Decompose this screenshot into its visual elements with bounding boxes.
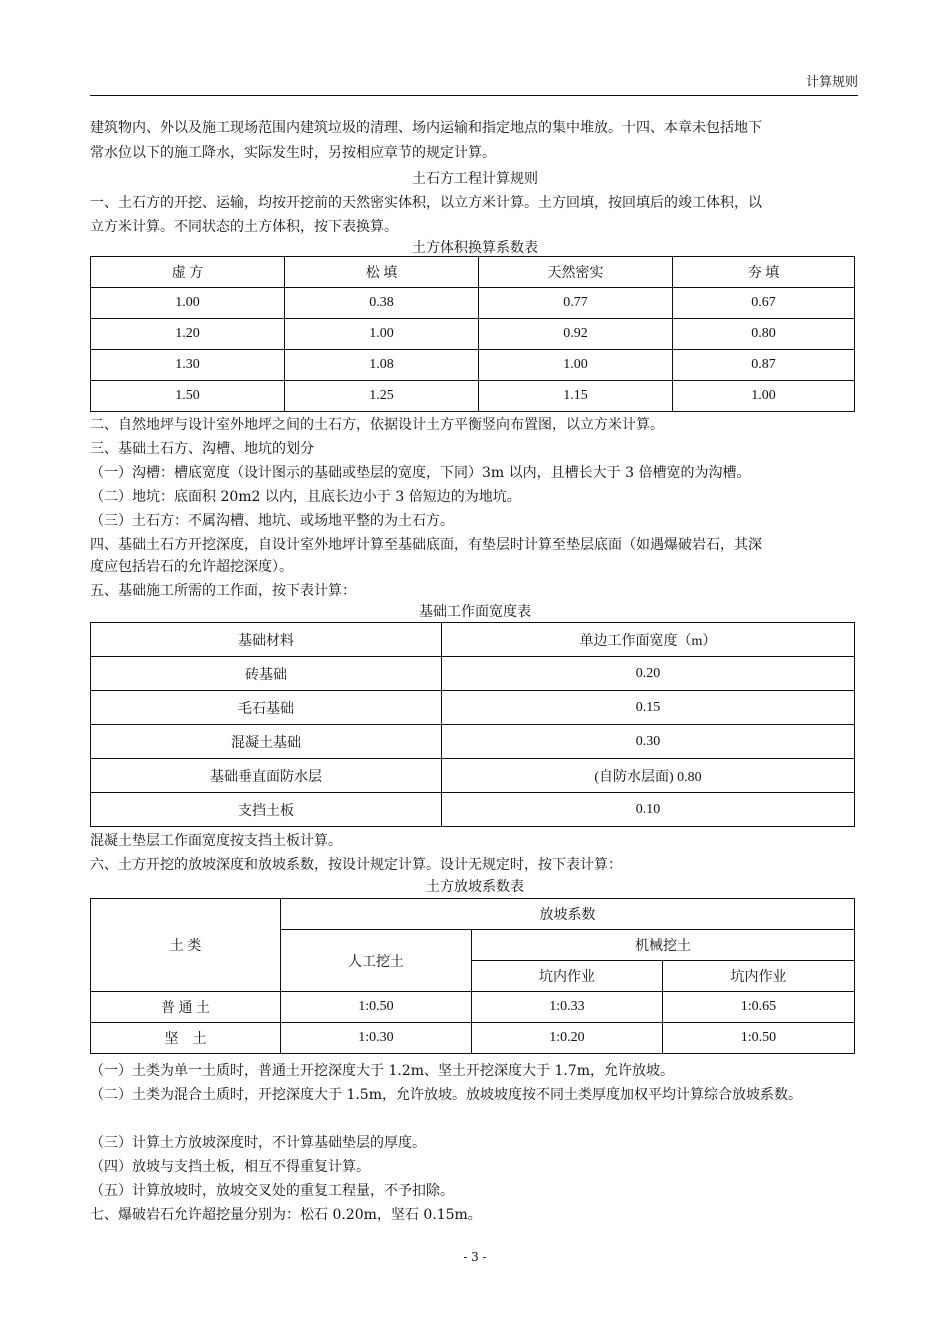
note-1: （一）土类为单一土质时，普通土开挖深度大于 1.2m、坚土开挖深度大于 1.7m，允许放坡。 [90, 1063, 674, 1079]
table-cell: 0.67 [673, 288, 855, 319]
sub-header-cell: 坑内作业 [663, 961, 855, 992]
table-row [91, 793, 855, 827]
table-cell: (自防水层面) 0.80 [442, 759, 855, 793]
rule-6: 六、土方开挖的放坡深度和放坡系数，按设计规定计算。设计无规定时，按下表计算： [90, 857, 622, 873]
table-row [91, 657, 855, 691]
table-cell: 1:0.33 [472, 992, 663, 1023]
soil-type-header: 土 类 [91, 899, 281, 992]
table-row [91, 759, 855, 793]
table-header-row [91, 623, 855, 657]
table-cell: 1.00 [285, 319, 479, 350]
table-row [91, 319, 855, 350]
table-cell: 1.00 [91, 288, 285, 319]
note-4: （四）放坡与支挡土板，相互不得重复计算。 [90, 1159, 370, 1175]
work-surface-width-table [90, 622, 855, 827]
rule-3-title: 三、基础土石方、沟槽、地坑的划分 [90, 441, 314, 457]
table-cell: 0.87 [673, 350, 855, 381]
table-cell: 支挡土板 [91, 793, 442, 827]
rule-3-item-1: （一）沟槽：槽底宽度（设计图示的基础或垫层的宽度，下同）3m 以内，且槽长大于 3 倍槽宽的为沟槽。 [90, 465, 751, 481]
slope-coefficient-header: 放坡系数 [281, 899, 855, 930]
table-cell: 混凝土基础 [91, 725, 442, 759]
rule-7: 七、爆破岩石允许超挖量分别为：松石 0.20m，坚石 0.15m。 [90, 1207, 482, 1223]
table-row [91, 381, 855, 412]
table-cell: 1:0.65 [663, 992, 855, 1023]
running-header: 计算规则 [805, 75, 858, 90]
table-cell: 1.20 [91, 319, 285, 350]
intro-line-2: 常水位以下的施工降水，实际发生时，另按相应章节的规定计算。 [90, 145, 496, 161]
manual-excavation-header: 人工挖土 [281, 930, 472, 992]
table-cell: 1:0.30 [281, 1023, 472, 1054]
table-row [91, 288, 855, 319]
rule-3-item-3: （三）土石方：不属沟槽、地坑、或场地平整的为土石方。 [90, 513, 454, 529]
table-1-caption: 土方体积换算系数表 [412, 240, 538, 256]
table-cell: 1.25 [285, 381, 479, 412]
table-row [91, 691, 855, 725]
table-2-note: 混凝土垫层工作面宽度按支挡土板计算。 [90, 833, 342, 849]
header-cell: 松 填 [285, 257, 479, 288]
rule-4-line-1: 四、基础土石方开挖深度，自设计室外地坪计算至基础底面，有垫层时计算至垫层底面（如遇爆破岩石，其深 [90, 537, 762, 553]
table-cell: 普 通 土 [91, 992, 281, 1023]
table-cell: 0.77 [479, 288, 673, 319]
table-cell: 0.92 [479, 319, 673, 350]
rule-4-line-2: 度应包括岩石的允许超挖深度）。 [90, 559, 293, 575]
table-row [91, 992, 855, 1023]
table-header-row [91, 257, 855, 288]
table-cell: 1.30 [91, 350, 285, 381]
slope-coefficient-table [90, 898, 855, 1054]
table-cell: 0.10 [442, 793, 855, 827]
table-row [91, 725, 855, 759]
rule-1-line-2: 立方米计算。不同状态的土方体积，按下表换算。 [90, 219, 398, 235]
note-2: （二）土类为混合土质时，开挖深度大于 1.5m，允许放坡。放坡坡度按不同土类厚度加权平均计算综合放坡系数。 [90, 1087, 802, 1103]
table-cell: 1.08 [285, 350, 479, 381]
table-cell: 1.15 [479, 381, 673, 412]
note-5: （五）计算放坡时，放坡交叉处的重复工程量，不予扣除。 [90, 1183, 454, 1199]
volume-conversion-table [90, 256, 855, 412]
table-header-row [91, 899, 855, 930]
table-cell: 0.20 [442, 657, 855, 691]
header-cell: 基础材料 [91, 623, 442, 657]
header-cell: 天然密实 [479, 257, 673, 288]
table-cell: 0.30 [442, 725, 855, 759]
sub-header-cell: 坑内作业 [472, 961, 663, 992]
table-cell: 砖基础 [91, 657, 442, 691]
header-cell: 夯 填 [673, 257, 855, 288]
table-2-caption: 基础工作面宽度表 [419, 604, 531, 620]
table-row [91, 350, 855, 381]
note-3: （三）计算土方放坡深度时，不计算基础垫层的厚度。 [90, 1135, 426, 1151]
header-rule [90, 95, 858, 96]
intro-line-1: 建筑物内、外以及施工现场范围内建筑垃圾的清理、场内运输和指定地点的集中堆放。十四、本章未包括地下 [90, 120, 762, 136]
header-cell: 虚 方 [91, 257, 285, 288]
page-number: - 3 - [463, 1250, 487, 1264]
rule-2: 二、自然地坪与设计室外地坪之间的土石方，依据设计土方平衡竖向布置图，以立方米计算。 [90, 417, 664, 433]
rule-3-item-2: （二）地坑：底面积 20m2 以内，且底长边小于 3 倍短边的为地坑。 [90, 489, 521, 505]
table-cell: 0.80 [673, 319, 855, 350]
section-title: 土石方工程计算规则 [412, 171, 538, 187]
table-cell: 基础垂直面防水层 [91, 759, 442, 793]
table-cell: 1.00 [673, 381, 855, 412]
rule-1-line-1: 一、土石方的开挖、运输，均按开挖前的天然密实体积，以立方米计算。土方回填，按回填后的竣工体积，以 [90, 195, 762, 211]
table-cell: 1:0.50 [281, 992, 472, 1023]
table-cell: 1:0.50 [663, 1023, 855, 1054]
table-cell: 1.00 [479, 350, 673, 381]
table-cell: 1:0.20 [472, 1023, 663, 1054]
rule-5: 五、基础施工所需的工作面，按下表计算： [90, 583, 356, 599]
table-cell: 1.50 [91, 381, 285, 412]
table-row [91, 1023, 855, 1054]
table-cell: 坚 土 [91, 1023, 281, 1054]
table-3-caption: 土方放坡系数表 [426, 879, 524, 895]
table-cell: 0.15 [442, 691, 855, 725]
machine-excavation-header: 机械挖土 [472, 930, 855, 961]
table-cell: 毛石基础 [91, 691, 442, 725]
table-cell: 0.38 [285, 288, 479, 319]
header-cell: 单边工作面宽度（m） [442, 623, 855, 657]
